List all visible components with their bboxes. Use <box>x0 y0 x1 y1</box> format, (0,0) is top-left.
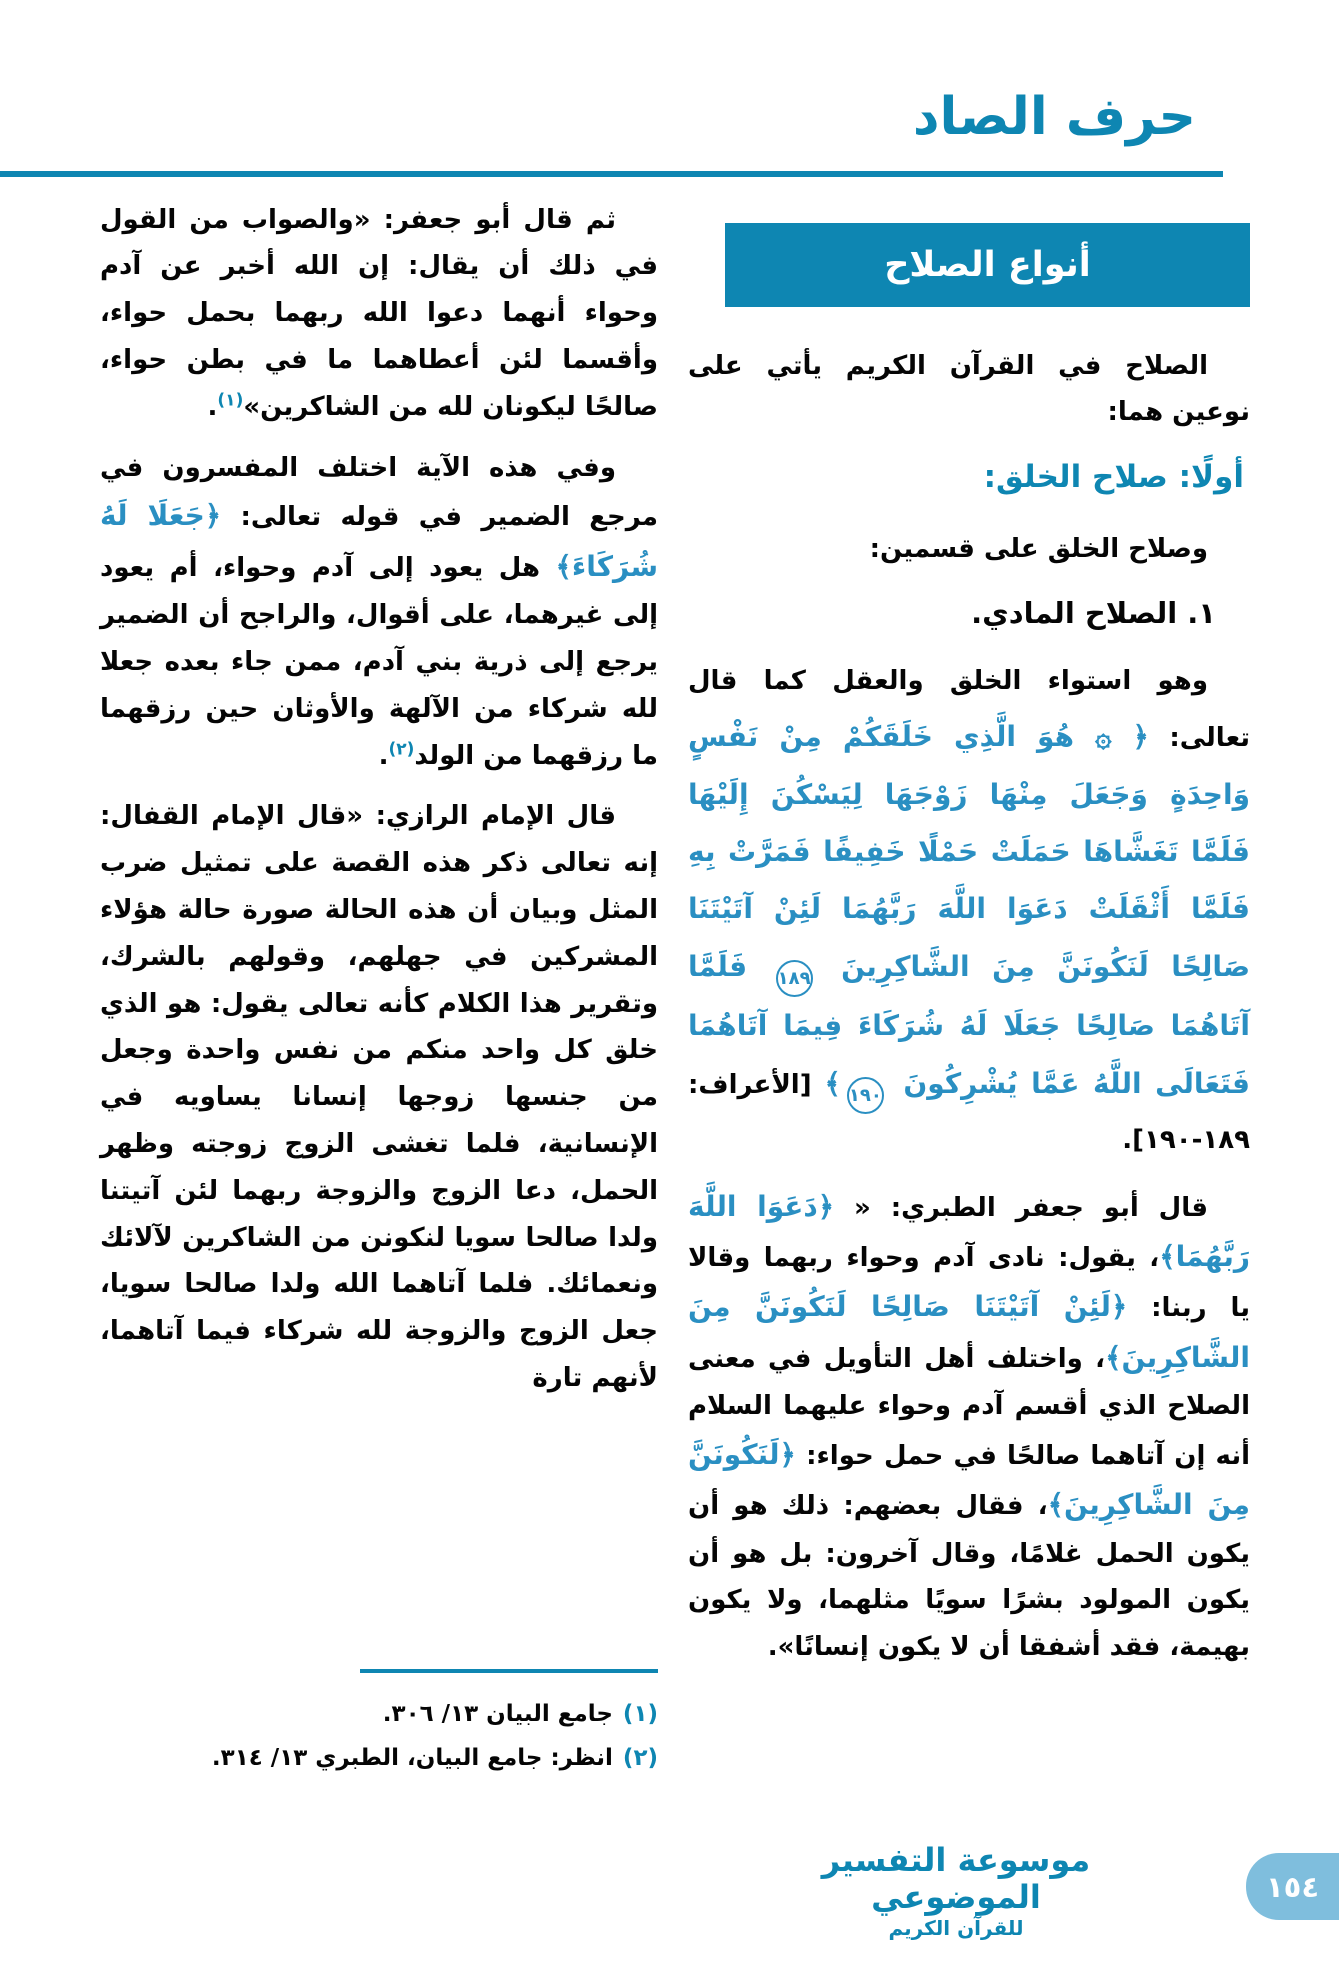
tabari-quote-paragraph <box>688 1182 1250 1672</box>
footnote-item <box>100 1693 658 1737</box>
creation-two-kinds-paragraph <box>688 526 1250 573</box>
body-text: قال أبو جعفر الطبري: « <box>834 1192 1208 1223</box>
quran-quote: فَلَمَّا آتَاهُمَا صَالِحًا جَعَلَا لَهُ شُرَكَاءَ فِيمَا آتَاهُمَا فَتَعَالَى اللَّهُ عَمَّا يُشْرِكُونَ <box>688 949 1251 1100</box>
footnote-divider <box>360 1669 658 1673</box>
intro-paragraph <box>688 343 1250 437</box>
body-text: ، واختلف أهل التأويل في معنى الصلاح الذي أقسم آدم وحواء عليهما السلام أنه إن آتاهما صالحًا في حمل حواء: <box>688 1343 1250 1471</box>
footnote-marker: (٢) <box>622 1744 658 1771</box>
body-text: ، فقال بعضهم: ذلك هو أن يكون الحمل غلامًا، وقال آخرون: بل هو أن يكون المولود بشرًا سويًا مثلهما، ولا يكون بهيمة، فقد أشفقا أن لا يكون إنسانًا». <box>688 1491 1250 1663</box>
footnotes-section <box>100 1669 658 1780</box>
left-column-text <box>100 197 658 1402</box>
page-number-badge <box>1246 1853 1339 1920</box>
quran-quote: ﴿جَعَلَا لَهُ شُرَكَاءَ﴾ <box>100 499 658 583</box>
body-text: الصلاح في القرآن الكريم يأتي على نوعين هما: <box>688 350 1250 428</box>
quran-quote: ﴿لَنَكُونَنَّ مِنَ الشَّاكِرِينَ﴾ <box>688 1437 1250 1522</box>
list-item-material-righteousness <box>688 587 1250 639</box>
header-rule <box>0 171 1223 177</box>
footnote-ref: (٢) <box>388 738 415 759</box>
quran-quote: ﴿ ۞ هُوَ الَّذِي خَلَقَكُمْ مِنْ نَفْسٍ وَاحِدَةٍ وَجَعَلَ مِنْهَا زَوْجَهَا لِيَسْكُنَ إِلَيْهَا فَلَمَّا تَغَشَّاهَا حَمَلَتْ حَمْلًا خَفِيفًا فَمَرَّتْ بِهِ فَلَمَّا أَثْقَلَتْ دَعَوَا اللَّهَ رَبَّهُمَا لَئِنْ آتَيْتَنَا صَالِحًا لَنَكُونَنَّ مِنَ الشَّاكِرِينَ <box>688 720 1251 983</box>
two-column-layout <box>0 197 1339 1781</box>
body-text: هل يعود إلى آدم وحواء، أم يعود إلى غيرهما، على أقوال، والراجح أن الضمير يرجع إلى ذرية بني آدم، ممن جاء بعده جعلا لله شركاء من الآلهة والأوثان حين رزقهما ما رزقهما من الولد <box>100 552 658 771</box>
publisher-logo-title: موسوعة التفسير الموضوعي <box>821 1841 1091 1916</box>
body-text: قال الإمام الرازي: «قال الإمام القفال: إنه تعالى ذكر هذه القصة على تمثيل ضرب المثل وبيان أن هذه الحالة صورة حالة هؤلاء المشركين في جهلهم، وقولهم بالشرك، وتقرير هذا الكلام كأنه تعالى يقول: هو الذي خلق كل واحد منكم من نفس واحدة وجعل من جنسها زوجها إنسانا يساويه في الإنسانية، فلما تغشى الزوج زوجته وظهر الحمل، دعا الزوج والزوجة ربهما لئن آتيتنا ولدا صالحا سويا لنكونن من الشاكرين لآلائك ونعمائك. فلما آتاهما الله ولدا صالحا سويا، جعل الزوج والزوجة لله شركاء فيما آتاهما، لأنهم تارة <box>100 801 658 1393</box>
quran-quote: ﴾ <box>824 1066 841 1100</box>
pronoun-reference-paragraph <box>100 445 658 780</box>
body-text: ثم قال أبو جعفر: «والصواب من القول في ذلك أن يقال: إن الله أخبر عن آدم وحواء أنهما دعوا الله ربهما بحمل حواء، وأقسما لئن أعطاهما ما في بطن حواء، صالحًا ليكونان لله من الشاكرين» <box>100 204 658 422</box>
ayah-number-medallion: ١٨٩ <box>776 960 813 997</box>
body-text: . <box>378 740 389 771</box>
footnote-item <box>100 1737 658 1781</box>
publisher-logo <box>801 1842 1111 1940</box>
footnote-text: جامع البيان ١٣/ ٣٠٦. <box>382 1701 613 1728</box>
quran-quote: ﴿دَعَوَا اللَّهَ رَبَّهُمَا﴾ <box>688 1189 1250 1273</box>
body-text: أولًا: صلاح الخلق: <box>983 459 1244 496</box>
chapter-title: حرف الصاد <box>912 87 1196 147</box>
right-column <box>688 197 1250 1685</box>
right-column-text <box>688 343 1250 1671</box>
body-text: وصلاح الخلق على قسمين: <box>869 533 1208 564</box>
footnote-marker: (١) <box>622 1701 658 1728</box>
body-text: [الأعراف: ١٨٩-١٩٠]. <box>688 1069 1250 1156</box>
body-text: ١. الصلاح المادي. <box>971 595 1216 630</box>
left-column <box>100 197 658 1781</box>
footnote-text: انظر: جامع البيان، الطبري ١٣/ ٣١٤. <box>211 1744 613 1771</box>
body-text: وفي هذه الآية اختلف المفسرون في مرجع الضمير في قوله تعالى: <box>100 452 658 533</box>
section-title-box <box>725 223 1250 307</box>
quran-quote: ﴿لَئِنْ آتَيْتَنَا صَالِحًا لَنَكُونَنَّ مِنَ الشَّاكِرِينَ﴾ <box>688 1290 1250 1374</box>
subheading-first-type <box>688 450 1250 506</box>
publisher-logo-subtitle: للقرآن الكريم <box>888 1915 1024 1940</box>
ayah-number-medallion: ١٩٠ <box>847 1077 884 1114</box>
razi-qaffal-quote-paragraph <box>100 793 658 1401</box>
section-title: أنواع الصلاح <box>884 244 1091 285</box>
book-page <box>0 87 1339 1940</box>
footnote-list <box>100 1693 658 1780</box>
verse-paragraph-araf <box>688 655 1250 1168</box>
body-text: . <box>207 391 218 422</box>
abu-jafar-correct-view-paragraph <box>100 197 658 431</box>
body-text: وهو استواء الخلق والعقل كما قال تعالى: <box>688 665 1251 754</box>
body-text: ، يقول: نادى آدم وحواء ربهما وقالا يا ربنا: <box>688 1242 1250 1324</box>
footnote-ref: (١) <box>217 390 244 411</box>
page-number: ١٥٤ <box>1265 1869 1320 1904</box>
